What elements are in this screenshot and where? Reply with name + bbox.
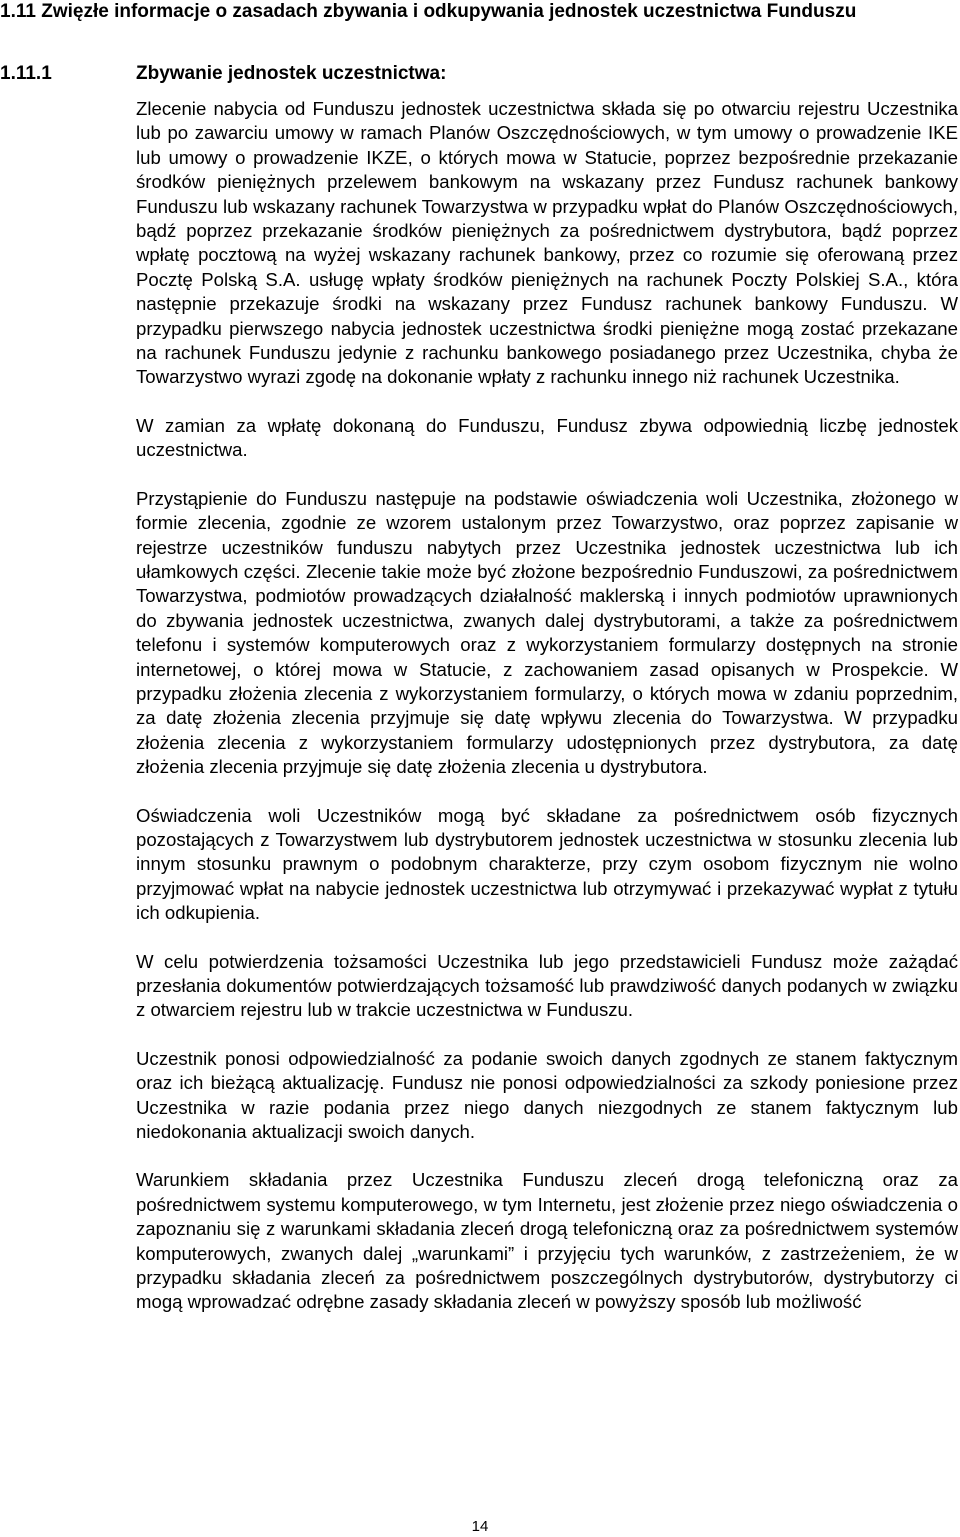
paragraph-purchase-order: Zlecenie nabycia od Funduszu jednostek uczestnictwa składa się po otwarciu rejestru Uczestnika lub po zawarciu umowy w ramach Planów Oszczędnościowych, w tym umowy o prowadzenie IKE lub umowy o prowadzenie IKZE, o których mowa w Statucie, poprzez bezpośrednie przekazanie środków pieniężnych przelewem bankowym na wskazany przez Fundusz rachunek bankowy Funduszu lub wskazany rachunek Towarzystwa w przypadku wpłat do Planów Oszczędnościowych, bądź poprzez przekazanie środków pieniężnych za pośrednictwem dystrybutora, bądź poprzez wpłatę pocztową na wyżej wskazany rachunek bankowy, przez co rozumie się oferowaną przez Pocztę Polską S.A. usługę wpłaty środków pieniężnych na rachunek Poczty Polskiej S.A., która następnie przekazuje środki na wskazany przez Fundusz rachunek bankowy Funduszu. W przypadku pierwszego nabycia jednostek uczestnictwa środki pieniężne mogą zostać przekazane na rachunek Funduszu jedynie z rachunku bankowego posiadanego przez Uczestnika, chyba że Towarzystwo wyrazi zgodę na dokonanie wpłaty z rachunku innego niż rachunek Uczestnika. — [136, 98, 958, 388]
subsection-heading — [0, 62, 958, 86]
paragraph-joining-fund: Przystąpienie do Funduszu następuje na podstawie oświadczenia woli Uczestnika, złożonego w formie zlecenia, zgodnie ze wzorem ustalonym przez Towarzystwo, oraz poprzez zapisanie w rejestrze uczestników funduszu nabytych przez Uczestnika jednostek uczestnictwa lub ich ułamkowych części. Zlecenie takie może być złożone bezpośrednio Funduszowi, za pośrednictwem Towarzystwa, podmiotów prowadzących działalność maklerską i innych podmiotów uprawnionych do zbywania jednostek uczestnictwa, zwanych dalej dystrybutorami, a także za pośrednictwem telefonu i systemów komputerowych oraz z wykorzystaniem formularzy dostępnych na stronie internetowej, o której mowa w Statucie, z zachowaniem zasad opisanych w Prospekcie. W przypadku złożenia zlecenia z wykorzystaniem formularzy, o których mowa w zdaniu poprzednim, za datę złożenia zlecenia przyjmuje się datę wpływu zlecenia do Towarzystwa. W przypadku złożenia zlecenia z wykorzystaniem formularzy udostępnionych przez dystrybutora, za datę złożenia zlecenia przyjmuje się datę złożenia zlecenia u dystrybutora. — [136, 487, 958, 778]
subsection-title: Zbywanie jednostek uczestnictwa: — [136, 63, 447, 84]
page-number: 14 — [471, 1518, 489, 1535]
section-number: 1.11 — [0, 1, 36, 22]
paragraph-participant-liability: Uczestnik ponosi odpowiedzialność za podanie swoich danych zgodnych ze stanem faktycznym oraz ich bieżącą aktualizację. Fundusz nie ponosi odpowiedzialności za szkody poniesione przez Uczestnika w razie podania przez niego danych niezgodnych ze stanem faktycznym lub niedokonania aktualizacji swoich danych. — [136, 1047, 958, 1143]
paragraph-declarations-of-will: Oświadczenia woli Uczestników mogą być składane za pośrednictwem osób fizycznych pozostających z Towarzystwem lub dystrybutorem jednostek uczestnictwa w stosunku zlecenia lub innym stosunku prawnym o podobnym charakterze, przy czym osobom fizycznym nie wolno przyjmować wpłat na nabycie jednostek uczestnictwa lub otrzymywać i przekazywać wypłat z tytułu ich odkupienia. — [136, 804, 958, 924]
paragraph-units-issued: W zamian za wpłatę dokonaną do Funduszu, Fundusz zbywa odpowiednią liczbę jednostek uczestnictwa. — [136, 414, 958, 461]
subsection-number: 1.11.1 — [0, 63, 52, 84]
paragraph-identity-confirmation: W celu potwierdzenia tożsamości Uczestnika lub jego przedstawicieli Fundusz może zażądać przesłania dokumentów potwierdzających tożsamość lub prawdziwość danych podanych w związku z otwarciem rejestru lub w trakcie uczestnictwa w Funduszu. — [136, 950, 958, 1021]
paragraph-telephone-internet-orders: Warunkiem składania przez Uczestnika Funduszu zleceń drogą telefoniczną oraz za pośrednictwem systemu komputerowego, w tym Internetu, jest złożenie przez niego oświadczenia o zapoznaniu się z warunkami składania zleceń drogą telefoniczną oraz za pośrednictwem systemów komputerowych, zwanych dalej „warunkami” i przyjęciu tych warunków, z zastrzeżeniem, że w przypadku składania zleceń za pośrednictwem poszczególnych dystrybutorów, dystrybutorzy ci mogą wprowadzać odrębne zasady składania zleceń w powyższy sposób lub możliwość — [136, 1169, 958, 1313]
section-heading — [0, 0, 958, 24]
section-title: Zwięzłe informacje o zasadach zbywania i odkupywania jednostek uczestnictwa Funduszu — [41, 1, 857, 22]
section-body — [136, 97, 958, 1339]
